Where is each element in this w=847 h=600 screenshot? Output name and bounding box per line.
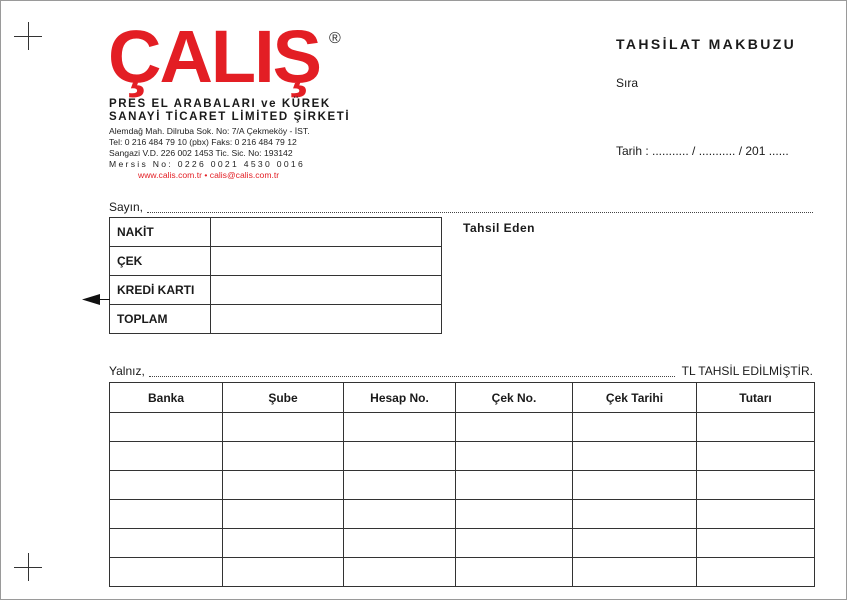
table-cell: [223, 529, 344, 558]
company-name-line2: SANAYİ TİCARET LİMİTED ŞİRKETİ: [109, 111, 351, 123]
column-header-account-no: Hesap No.: [344, 383, 456, 413]
tl-collected-label: TL TAHSİL EDİLMİŞTİR.: [681, 364, 813, 378]
company-web-email: www.calis.com.tr • calis@calis.com.tr: [138, 170, 280, 180]
table-cell: [456, 471, 573, 500]
table-cell: [110, 413, 223, 442]
table-cell: [573, 442, 697, 471]
table-cell: [344, 558, 456, 587]
table-cell: [110, 500, 223, 529]
crop-mark-bottom-v: [28, 553, 29, 581]
table-cell: [573, 413, 697, 442]
table-cell: [456, 558, 573, 587]
table-cell: [573, 471, 697, 500]
payment-row: [110, 218, 442, 247]
table-cell: [697, 558, 815, 587]
table-header-row: [110, 383, 815, 413]
table-cell: [697, 529, 815, 558]
table-cell: [223, 413, 344, 442]
table-cell: [223, 471, 344, 500]
company-address: Alemdağ Mah. Dilruba Sok. No: 7/A Çekmeköy - İST.: [109, 126, 310, 136]
table-cell: [456, 413, 573, 442]
table-row: [110, 500, 815, 529]
column-header-branch: Şube: [223, 383, 344, 413]
table-cell: [697, 471, 815, 500]
table-cell: [573, 500, 697, 529]
table-row: [110, 442, 815, 471]
table-cell: [456, 500, 573, 529]
company-phones: Tel: 0 216 484 79 10 (pbx) Faks: 0 216 484 79 12: [109, 137, 297, 147]
column-header-cheque-no: Çek No.: [456, 383, 573, 413]
company-logo: [108, 15, 348, 98]
payment-type-table: [109, 217, 442, 334]
company-tax-info: Sangazi V.D. 226 002 1453 Tic. Sic. No: 193142: [109, 148, 293, 158]
payment-type-label: NAKİT: [110, 218, 211, 247]
payment-amount-cell: [211, 218, 442, 247]
payment-amount-cell: [211, 247, 442, 276]
sira-label: Sıra: [616, 76, 639, 90]
table-cell: [110, 558, 223, 587]
table-row: [110, 558, 815, 587]
payment-row: [110, 247, 442, 276]
amount-in-words-line: [109, 364, 813, 380]
document-title: TAHSİLAT MAKBUZU: [616, 36, 797, 52]
table-cell: [110, 442, 223, 471]
recipient-line: [109, 200, 813, 216]
payment-type-label: KREDİ KARTI: [110, 276, 211, 305]
table-row: [110, 529, 815, 558]
table-cell: [110, 471, 223, 500]
table-cell: [573, 529, 697, 558]
table-cell: [344, 442, 456, 471]
registered-mark: ®: [329, 30, 341, 47]
yalniz-label: Yalnız,: [109, 364, 145, 378]
table-cell: [344, 529, 456, 558]
sayin-label: Sayın,: [109, 200, 144, 214]
payment-row: [110, 276, 442, 305]
collector-label: Tahsil Eden: [463, 221, 535, 235]
payment-type-label: ÇEK: [110, 247, 211, 276]
date-field: Tarih : ........... / ........... / 201 ......: [616, 144, 789, 158]
table-cell: [344, 413, 456, 442]
payment-type-label: TOPLAM: [110, 305, 211, 334]
recipient-dotted-fill: [147, 212, 813, 213]
table-row: [110, 413, 815, 442]
payment-amount-cell: [211, 305, 442, 334]
table-cell: [223, 558, 344, 587]
company-mersis: Mersis No: 0226 0021 4530 0016: [109, 159, 306, 169]
table-cell: [456, 529, 573, 558]
table-row: [110, 471, 815, 500]
company-name-line1: PRES EL ARABALARI ve KÜREK: [109, 98, 331, 110]
table-cell: [697, 413, 815, 442]
table-cell: [223, 500, 344, 529]
table-cell: [697, 500, 815, 529]
column-header-amount: Tutarı: [697, 383, 815, 413]
table-cell: [344, 500, 456, 529]
table-cell: [697, 442, 815, 471]
column-header-bank: Banka: [110, 383, 223, 413]
cheque-details-table: [109, 382, 815, 587]
table-cell: [456, 442, 573, 471]
table-cell: [223, 442, 344, 471]
arrow-marker-icon: [82, 293, 110, 306]
payment-row: [110, 305, 442, 334]
amount-dotted-fill: [149, 376, 675, 377]
table-cell: [344, 471, 456, 500]
table-cell: [110, 529, 223, 558]
payment-amount-cell: [211, 276, 442, 305]
crop-mark-top-v: [28, 22, 29, 50]
table-cell: [573, 558, 697, 587]
logo-wordmark: ÇALIŞ: [108, 15, 320, 98]
column-header-cheque-date: Çek Tarihi: [573, 383, 697, 413]
